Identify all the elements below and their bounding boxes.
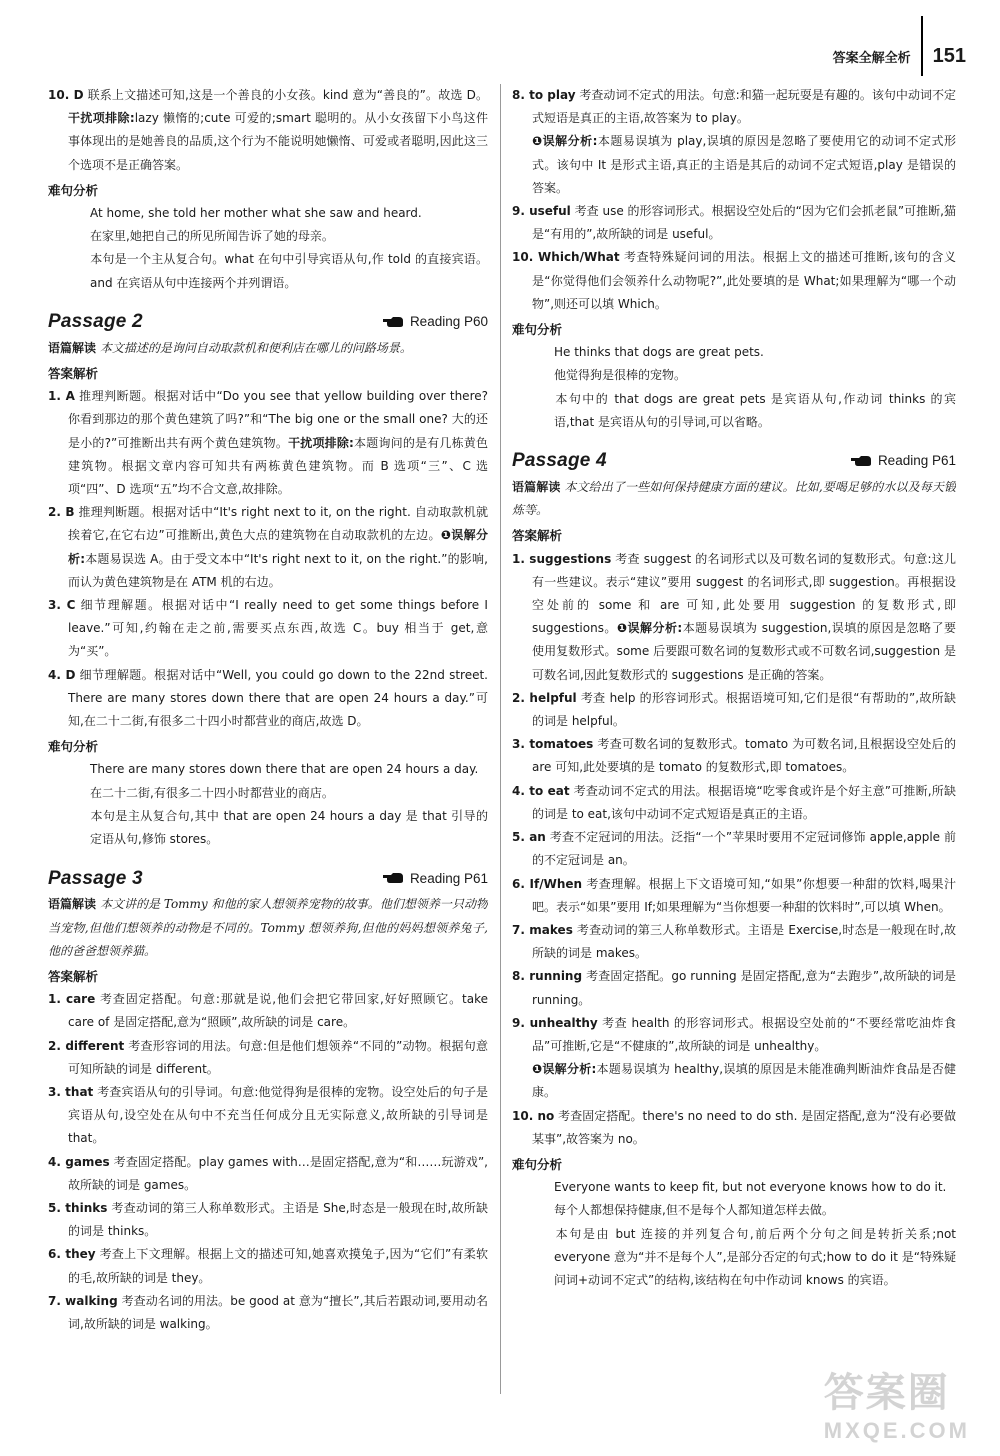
passage-title: Passage 4 xyxy=(512,450,607,472)
answer-item: 4. games 考查固定搭配。play games with…是固定搭配,意为“和……玩游戏”,故所缺的词是 games。 xyxy=(48,1154,488,1192)
header-divider xyxy=(921,16,923,76)
answer-item: 7. walking 考查动名词的用法。be good at 意为“擅长”,其后若跟动词,要用动名词,故所缺的词是 walking。 xyxy=(48,1293,488,1331)
pointing-hand-icon xyxy=(382,316,404,328)
answer-item: 10. Which/What 考查特殊疑问词的用法。根据上文的描述可推断,该句的含义是“你觉得他们会领养什么动物呢?”,此处要填的是 What;如果理解为“哪一个动物”,则还可以填 Which。 xyxy=(512,250,956,311)
answer-item: 9. unhealthy 考查 health 的形容词形式。根据设空处前的“不要经常吃油炸食品”可推断,它是“不健康的”,故所缺的词是 unhealthy。 ❶误解分析:本题易误填为 healthy,误填的原因是未能准确判断油炸食品是否健康。 xyxy=(512,1015,956,1100)
section-heading: 答案解析 xyxy=(48,968,99,984)
passage-header xyxy=(48,865,488,891)
answer-item: 1. care 考查固定搭配。句意:那就是说,他们会把它带回家,好好照顾它。take care of 是固定搭配,意为“照顾”,故所缺的词是 care。 xyxy=(48,992,488,1030)
section-heading: 难句分析 xyxy=(48,739,99,755)
section-heading: 答案解析 xyxy=(512,528,563,544)
passage-summary: 语篇解读 本文描述的是询问自动取款机和便利店在哪儿的问路场景。 xyxy=(48,340,412,355)
answer-item: 8. to play 考查动词不定式的用法。句意:和猫一起玩耍是有趣的。该句中动词不定式短语是真正的主语,故答案为 to play。 ❶误解分析:本题易误填为 play,误填的原因是忽略了要使用它的动词不定式形式。该句中 It 是形式主语,真正的主语是其后的动词不定式短语,play 是错误的答案。 xyxy=(512,88,956,195)
answer-item: 6. they 考查上下文理解。根据上文的描述可知,她喜欢摸兔子,因为“它们”有柔软的毛,故所缺的词是 they。 xyxy=(48,1247,488,1285)
header-title: 答案全解全析 xyxy=(832,50,911,66)
section-heading: 难句分析 xyxy=(512,322,563,338)
analysis-line: 在二十二街,有很多二十四小时都营业的商店。 xyxy=(90,785,334,800)
section-heading: 难句分析 xyxy=(48,182,99,198)
passage-title: Passage 3 xyxy=(48,867,143,889)
left-column xyxy=(48,84,488,1404)
pointing-hand-icon xyxy=(382,872,404,884)
answer-item: 3. C 细节理解题。根据对话中“I really need to get some things before I leave.”可知,约翰在走之前,需要买点东西,故选 C。buy 相当于 get,意为“买”。 xyxy=(48,598,488,659)
reading-ref: Reading P61 xyxy=(382,867,488,890)
passage-summary: 语篇解读 本文讲的是 Tommy 和他的家人想领养宠物的故事。他们想领养一只动物当宠物,但他们想领养的动物是不同的。Tommy 想领养狗,但他的妈妈想领养兔子,他的爸爸想领养猫。 xyxy=(48,897,488,958)
analysis-line: Everyone wants to keep fit, but not everyone knows how to do it. xyxy=(554,1180,947,1195)
answer-item: 4. to eat 考查动词不定式的用法。根据语境“吃零食或许是个好主意”可推断,所缺的词是 to eat,该句中动词不定式短语是真正的主语。 xyxy=(512,783,956,821)
passage-header xyxy=(48,309,488,335)
answer-item: 1. A 推理判断题。根据对话中“Do you see that yellow building over there? 你看到那边的那个黄色建筑了吗?”和“The big one or the small one? 大的还是小的?”可推断出共有两个黄色建筑物。干扰项排除:本题询问的是有几栋黄色建筑物。根据文章内容可知共有两栋黄色建筑物。而 B 选项“三”、C 选项“四”、D 选项“五”均不合文意,故排除。 xyxy=(48,389,488,497)
answer-item: 10. no 考查固定搭配。there's no need to do sth. 是固定搭配,意为“没有必要做某事”,故答案为 no。 xyxy=(512,1108,956,1146)
answer-item: 9. useful 考查 use 的形容词形式。根据设空处后的“因为它们会抓老鼠”可推断,猫是“有用的”,故所缺的词是 useful。 xyxy=(512,204,956,242)
analysis-line: 每个人都想保持健康,但不是每个人都知道怎样去做。 xyxy=(554,1203,834,1218)
analysis-line: 本句是一个主从复合句。what 在句中引导宾语从句,作 told 的直接宾语。and 在宾语从句中连接两个并列谓语。 xyxy=(90,252,488,290)
answer-item: 2. different 考查形容词的用法。句意:但是他们想领养“不同的”动物。根据句意可知所缺的词是 different。 xyxy=(48,1038,488,1076)
analysis-line: There are many stores down there that are open 24 hours a day. xyxy=(90,762,479,777)
answer-item: 2. helpful 考查 help 的形容词形式。根据语境可知,它们是很“有帮助的”,故所缺的词是 helpful。 xyxy=(512,690,956,729)
passage-header xyxy=(512,448,956,474)
page-number: 151 xyxy=(932,44,966,67)
pointing-hand-icon xyxy=(850,455,872,467)
section-heading: 难句分析 xyxy=(512,1156,563,1172)
answer-item: 4. D 细节理解题。根据对话中“Well, you could go down to the 22nd street. There are many stores down there that are open 24 hours a day.”可知,在二十二街,有很多二十四小时都营业的商店,故选 D。 xyxy=(48,667,488,729)
section-heading: 答案解析 xyxy=(48,366,99,382)
passage-title: Passage 2 xyxy=(48,311,143,333)
answer-item: 5. an 考查不定冠词的用法。泛指“一个”苹果时要用不定冠词修饰 apple,apple 前的不定冠词是 an。 xyxy=(512,830,956,868)
answer-item: 6. If/When 考查理解。根据上下文语境可知,“如果”你想要一种甜的饮料,喝果汁吧。表示“如果”要用 If;如果理解为“当你想要一种甜的饮料时”,可以填 When。 xyxy=(512,876,956,914)
analysis-line: 本句是主从复合句,其中 that are open 24 hours a day 是 that 引导的定语从句,修饰 stores。 xyxy=(90,808,488,847)
answer-item: 5. thinks 考查动词的第三人称单数形式。主语是 She,时态是一般现在时,故所缺的词是 thinks。 xyxy=(48,1200,488,1239)
analysis-line: 他觉得狗是很棒的宠物。 xyxy=(554,368,687,383)
answer-item: 7. makes 考查动词的第三人称单数形式。主语是 Exercise,时态是一般现在时,故所缺的词是 makes。 xyxy=(512,922,956,961)
answer-item: 3. tomatoes 考查可数名词的复数形式。tomato 为可数名词,且根据设空处后的 are 可知,此处要填的是 tomato 的复数形式,即 tomatoes。 xyxy=(512,737,956,775)
analysis-line: At home, she told her mother what she saw and heard. xyxy=(90,206,422,221)
page-header xyxy=(833,36,966,76)
reading-ref: Reading P60 xyxy=(382,310,488,333)
watermark: 答案圈 MXQE.COM xyxy=(823,1371,970,1443)
right-column xyxy=(512,84,956,1404)
analysis-line: He thinks that dogs are great pets. xyxy=(554,345,764,360)
reading-ref: Reading P61 xyxy=(850,449,956,472)
passage-summary: 语篇解读 本文给出了一些如何保持健康方面的建议。比如,要喝足够的水以及每天锻炼等。 xyxy=(512,480,956,518)
analysis-line: 在家里,她把自己的所见所闻告诉了她的母亲。 xyxy=(90,229,334,244)
analysis-line: 本句中的 that dogs are great pets 是宾语从句,作动词 thinks 的宾语,that 是宾语从句的引导词,可以省略。 xyxy=(554,391,956,429)
answer-item: 10. D 联系上文描述可知,这是一个善良的小女孩。kind 意为“善良的”。故选 D。干扰项排除:lazy 懒惰的;cute 可爱的;smart 聪明的。从小女孩留下小鸟这件事体现出的是她善良的品质,这个行为不能说明她懒惰、可爱或者聪明,因此这三个选项不是正确答案。 xyxy=(48,88,488,172)
answer-item: 1. suggestions 考查 suggest 的名词形式以及可数名词的复数形式。句意:这儿有一些建议。表示“建议”要用 suggest 的名词形式,即 suggestion。再根据设空处前的 some 和 are 可知,此处要用 suggestion 的复数形式,即 suggestions。❶误解分析:本题易误填为 suggestion,误填的原因是忽略了要使用复数形式。some 后要跟可数名词的复数形式或不可数名词,suggestion 是可数名词,因此复数形式的 suggestions 是正确的答案。 xyxy=(512,551,956,682)
answer-item: 2. B 推理判断题。根据对话中“It's right next to it, on the right. 自动取款机就挨着它,在它右边”可推断出,黄色大点的建筑物在自动取款机的左边。❶误解分析:本题易误选 A。由于受文本中“It's right next to it, on the right.”的影响,而认为黄色建筑物是在 ATM 机的右边。 xyxy=(48,505,488,589)
analysis-line: 本句是由 but 连接的并列复合句,前后两个分句之间是转折关系;not everyone 意为“并不是每个人”,是部分否定的句式;how to do it 是“特殊疑问词+动词不定式”的结构,该结构在句中作动词 knows 的宾语。 xyxy=(554,1226,956,1287)
answer-item: 8. running 考查固定搭配。go running 是固定搭配,意为“去跑步”,故所缺的词是 running。 xyxy=(512,969,956,1007)
column-divider xyxy=(500,84,501,1394)
answer-item: 3. that 考查宾语从句的引导词。句意:他觉得狗是很棒的宠物。设空处后的句子是宾语从句,设空处在从句中不充当任何成分且无实际意义,故所缺的引导词是 that。 xyxy=(48,1084,488,1146)
